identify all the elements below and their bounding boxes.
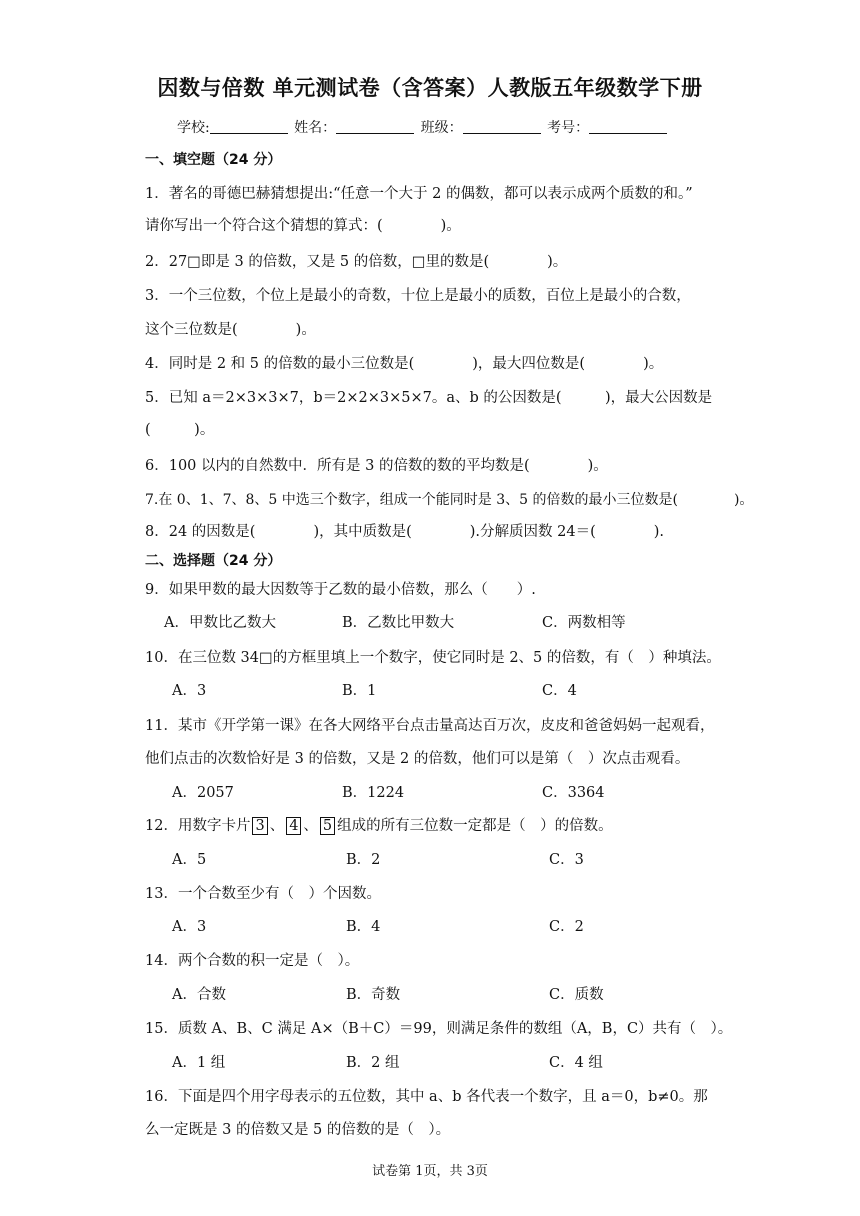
- question-12: [145, 816, 613, 836]
- digit-card-4: 4: [286, 817, 301, 835]
- q13-option-a: A．3: [172, 919, 207, 935]
- q10-option-c: C．4: [542, 683, 577, 699]
- q9-option-a: A．甲数比乙数大: [164, 615, 276, 631]
- q11-option-a: A．2057: [172, 785, 234, 801]
- question-8: 8．24 的因数是( )，其中质数是( ).分解质因数 24＝( ).: [145, 524, 665, 540]
- student-info: [177, 117, 669, 137]
- q12-option-b: B．2: [346, 852, 381, 868]
- q15-option-b: B．2 组: [346, 1055, 400, 1071]
- q10-option-b: B．1: [342, 683, 377, 699]
- digit-card-3: 3: [252, 817, 267, 835]
- question-11-line-1: 11．某市《开学第一课》在各大网络平台点击量高达百万次，皮皮和爸爸妈妈一起观看，: [145, 718, 715, 734]
- question-9: 9．如果甲数的最大因数等于乙数的最小倍数，那么（ ）.: [145, 582, 536, 598]
- question-3-line-2: 这个三位数是( )。: [145, 322, 316, 338]
- school-blank[interactable]: [210, 119, 288, 134]
- q15-option-a: A．1 组: [172, 1055, 226, 1071]
- question-14: 14．两个合数的积一定是（ ）。: [145, 953, 360, 969]
- q12-option-a: A．5: [172, 852, 207, 868]
- question-7: 7.在 0、1、7、8、5 中选三个数字，组成一个能同时是 3、5 的倍数的最小三位数是( )。: [145, 492, 754, 508]
- q13-option-b: B．4: [346, 919, 381, 935]
- q12-suffix: 组成的所有三位数一定都是（ ）的倍数。: [337, 818, 613, 834]
- question-2: 2．27□即是 3 的倍数，又是 5 的倍数，□里的数是( )。: [145, 254, 568, 270]
- section-multiple-choice: 二、选择题（24 分）: [145, 553, 282, 569]
- question-5-line-1: 5．已知 a＝2×3×3×7，b＝2×2×3×5×7。a、b 的公因数是( )，最大公因数是: [145, 390, 713, 406]
- question-11-line-2: 他们点击的次数恰好是 3 的倍数，又是 2 的倍数，他们可以是第（ ）次点击观看。: [145, 751, 690, 767]
- q14-option-b: B．奇数: [346, 987, 401, 1003]
- question-4: 4．同时是 2 和 5 的倍数的最小三位数是( )，最大四位数是( )。: [145, 356, 664, 372]
- question-10: 10．在三位数 34□的方框里填上一个数字，使它同时是 2、5 的倍数，有（ ）种填法。: [145, 650, 721, 666]
- page-footer: 试卷第 1页，共 3页: [372, 1164, 488, 1179]
- question-3-line-1: 3．一个三位数，个位上是最小的奇数，十位上是最小的质数，百位上是最小的合数，: [145, 288, 691, 304]
- q12-separator-2: 、: [303, 818, 318, 834]
- q11-option-c: C．3364: [542, 785, 605, 801]
- q9-option-b: B．乙数比甲数大: [342, 615, 455, 631]
- class-label: 班级：: [420, 120, 463, 136]
- q13-option-c: C．2: [549, 919, 584, 935]
- q14-option-a: A．合数: [172, 987, 226, 1003]
- q11-option-b: B．1224: [342, 785, 405, 801]
- page-title: 因数与倍数 单元测试卷（含答案）人教版五年级数学下册: [157, 76, 703, 100]
- q12-prefix: 12．用数字卡片: [145, 818, 251, 834]
- question-1-line-1: 1．著名的哥德巴赫猜想提出:“任意一个大于 2 的偶数，都可以表示成两个质数的和。”: [145, 186, 693, 202]
- question-5-line-2: ( )。: [145, 422, 215, 438]
- exam-no-label: 考号：: [547, 120, 590, 136]
- question-6: 6．100 以内的自然数中．所有是 3 的倍数的数的平均数是( )。: [145, 458, 608, 474]
- section-fill-blank: 一、填空题（24 分）: [145, 152, 282, 168]
- question-16-line-2: 么一定既是 3 的倍数又是 5 的倍数的是（ ）。: [145, 1122, 451, 1138]
- q12-option-c: C．3: [549, 852, 584, 868]
- question-16-line-1: 16．下面是四个用字母表示的五位数，其中 a、b 各代表一个数字，且 a＝0，b≠0。那: [145, 1089, 708, 1105]
- exam-no-blank[interactable]: [589, 119, 667, 134]
- school-label: 学校:: [177, 120, 210, 136]
- q12-separator-1: 、: [269, 818, 285, 834]
- question-15: 15．质数 A、B、C 满足 A×（B＋C）＝99，则满足条件的数组（A，B，C）共有（ ）。: [145, 1021, 733, 1037]
- q9-option-c: C．两数相等: [542, 615, 626, 631]
- q15-option-c: C．4 组: [549, 1055, 603, 1071]
- question-1-line-2: 请你写出一个符合这个猜想的算式：( )。: [145, 218, 461, 234]
- question-13: 13．一个合数至少有（ ）个因数。: [145, 886, 381, 902]
- name-blank[interactable]: [336, 119, 414, 134]
- digit-card-5: 5: [320, 817, 335, 835]
- q10-option-a: A．3: [172, 683, 207, 699]
- q14-option-c: C．质数: [549, 987, 604, 1003]
- name-label: 姓名：: [294, 120, 337, 136]
- class-blank[interactable]: [463, 119, 541, 134]
